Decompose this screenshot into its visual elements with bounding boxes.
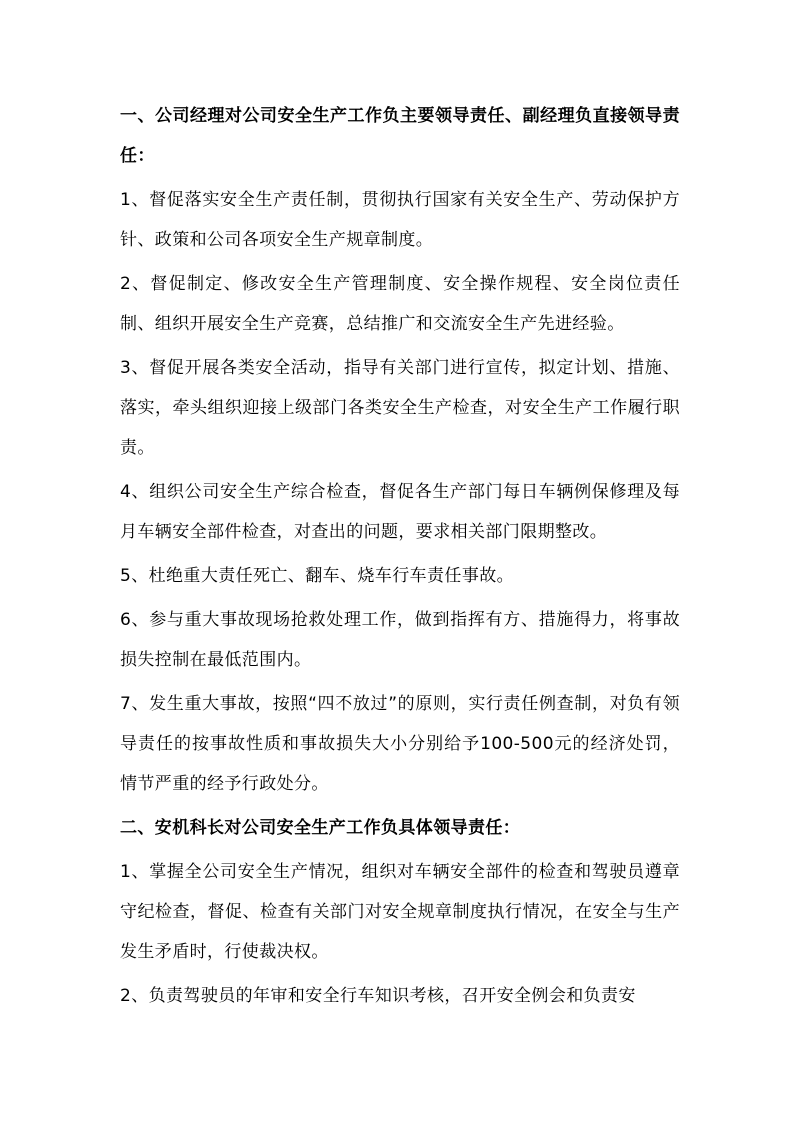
- section-heading: 一、公司经理对公司安全生产工作负主要领导责任、副经理负直接领导责任：: [120, 106, 680, 166]
- list-item: 1、掌握全公司安全生产情况，组织对车辆安全部件的检查和驾驶员遵章守纪检查，督促、检查有关部门对安全规章制度执行情况，在安全与生产发生矛盾时，行使裁决权。: [120, 862, 680, 962]
- list-item: 2、负责驾驶员的年审和安全行车知识考核，召开安全例会和负责安: [120, 986, 636, 1006]
- list-item: 7、发生重大事故，按照“四不放过”的原则，实行责任例查制，对负有领导责任的按事故性质和事故损失大小分别给予100-500元的经济处罚，情节严重的经予行政处分。: [120, 694, 680, 794]
- list-item: 3、督促开展各类安全活动，指导有关部门进行宣传，拟定计划、措施、落实，牵头组织迎接上级部门各类安全生产检查，对安全生产工作履行职责。: [120, 358, 680, 458]
- list-item: 2、督促制定、修改安全生产管理制度、安全操作规程、安全岗位责任制、组织开展安全生产竞赛，总结推广和交流安全生产先进经验。: [120, 274, 680, 334]
- document-body: [120, 96, 680, 1020]
- list-item: 1、督促落实安全生产责任制，贯彻执行国家有关安全生产、劳动保护方针、政策和公司各项安全生产规章制度。: [120, 190, 680, 250]
- list-item: 4、组织公司安全生产综合检查，督促各生产部门每日车辆例保修理及每月车辆安全部件检查，对查出的问题，要求相关部门限期整改。: [120, 482, 680, 542]
- list-item: 6、参与重大事故现场抢救处理工作，做到指挥有方、措施得力，将事故损失控制在最低范围内。: [120, 610, 680, 670]
- list-item: 5、杜绝重大责任死亡、翻车、烧车行车责任事故。: [120, 566, 515, 586]
- section-heading: 二、安机科长对公司安全生产工作负具体领导责任：: [120, 818, 521, 838]
